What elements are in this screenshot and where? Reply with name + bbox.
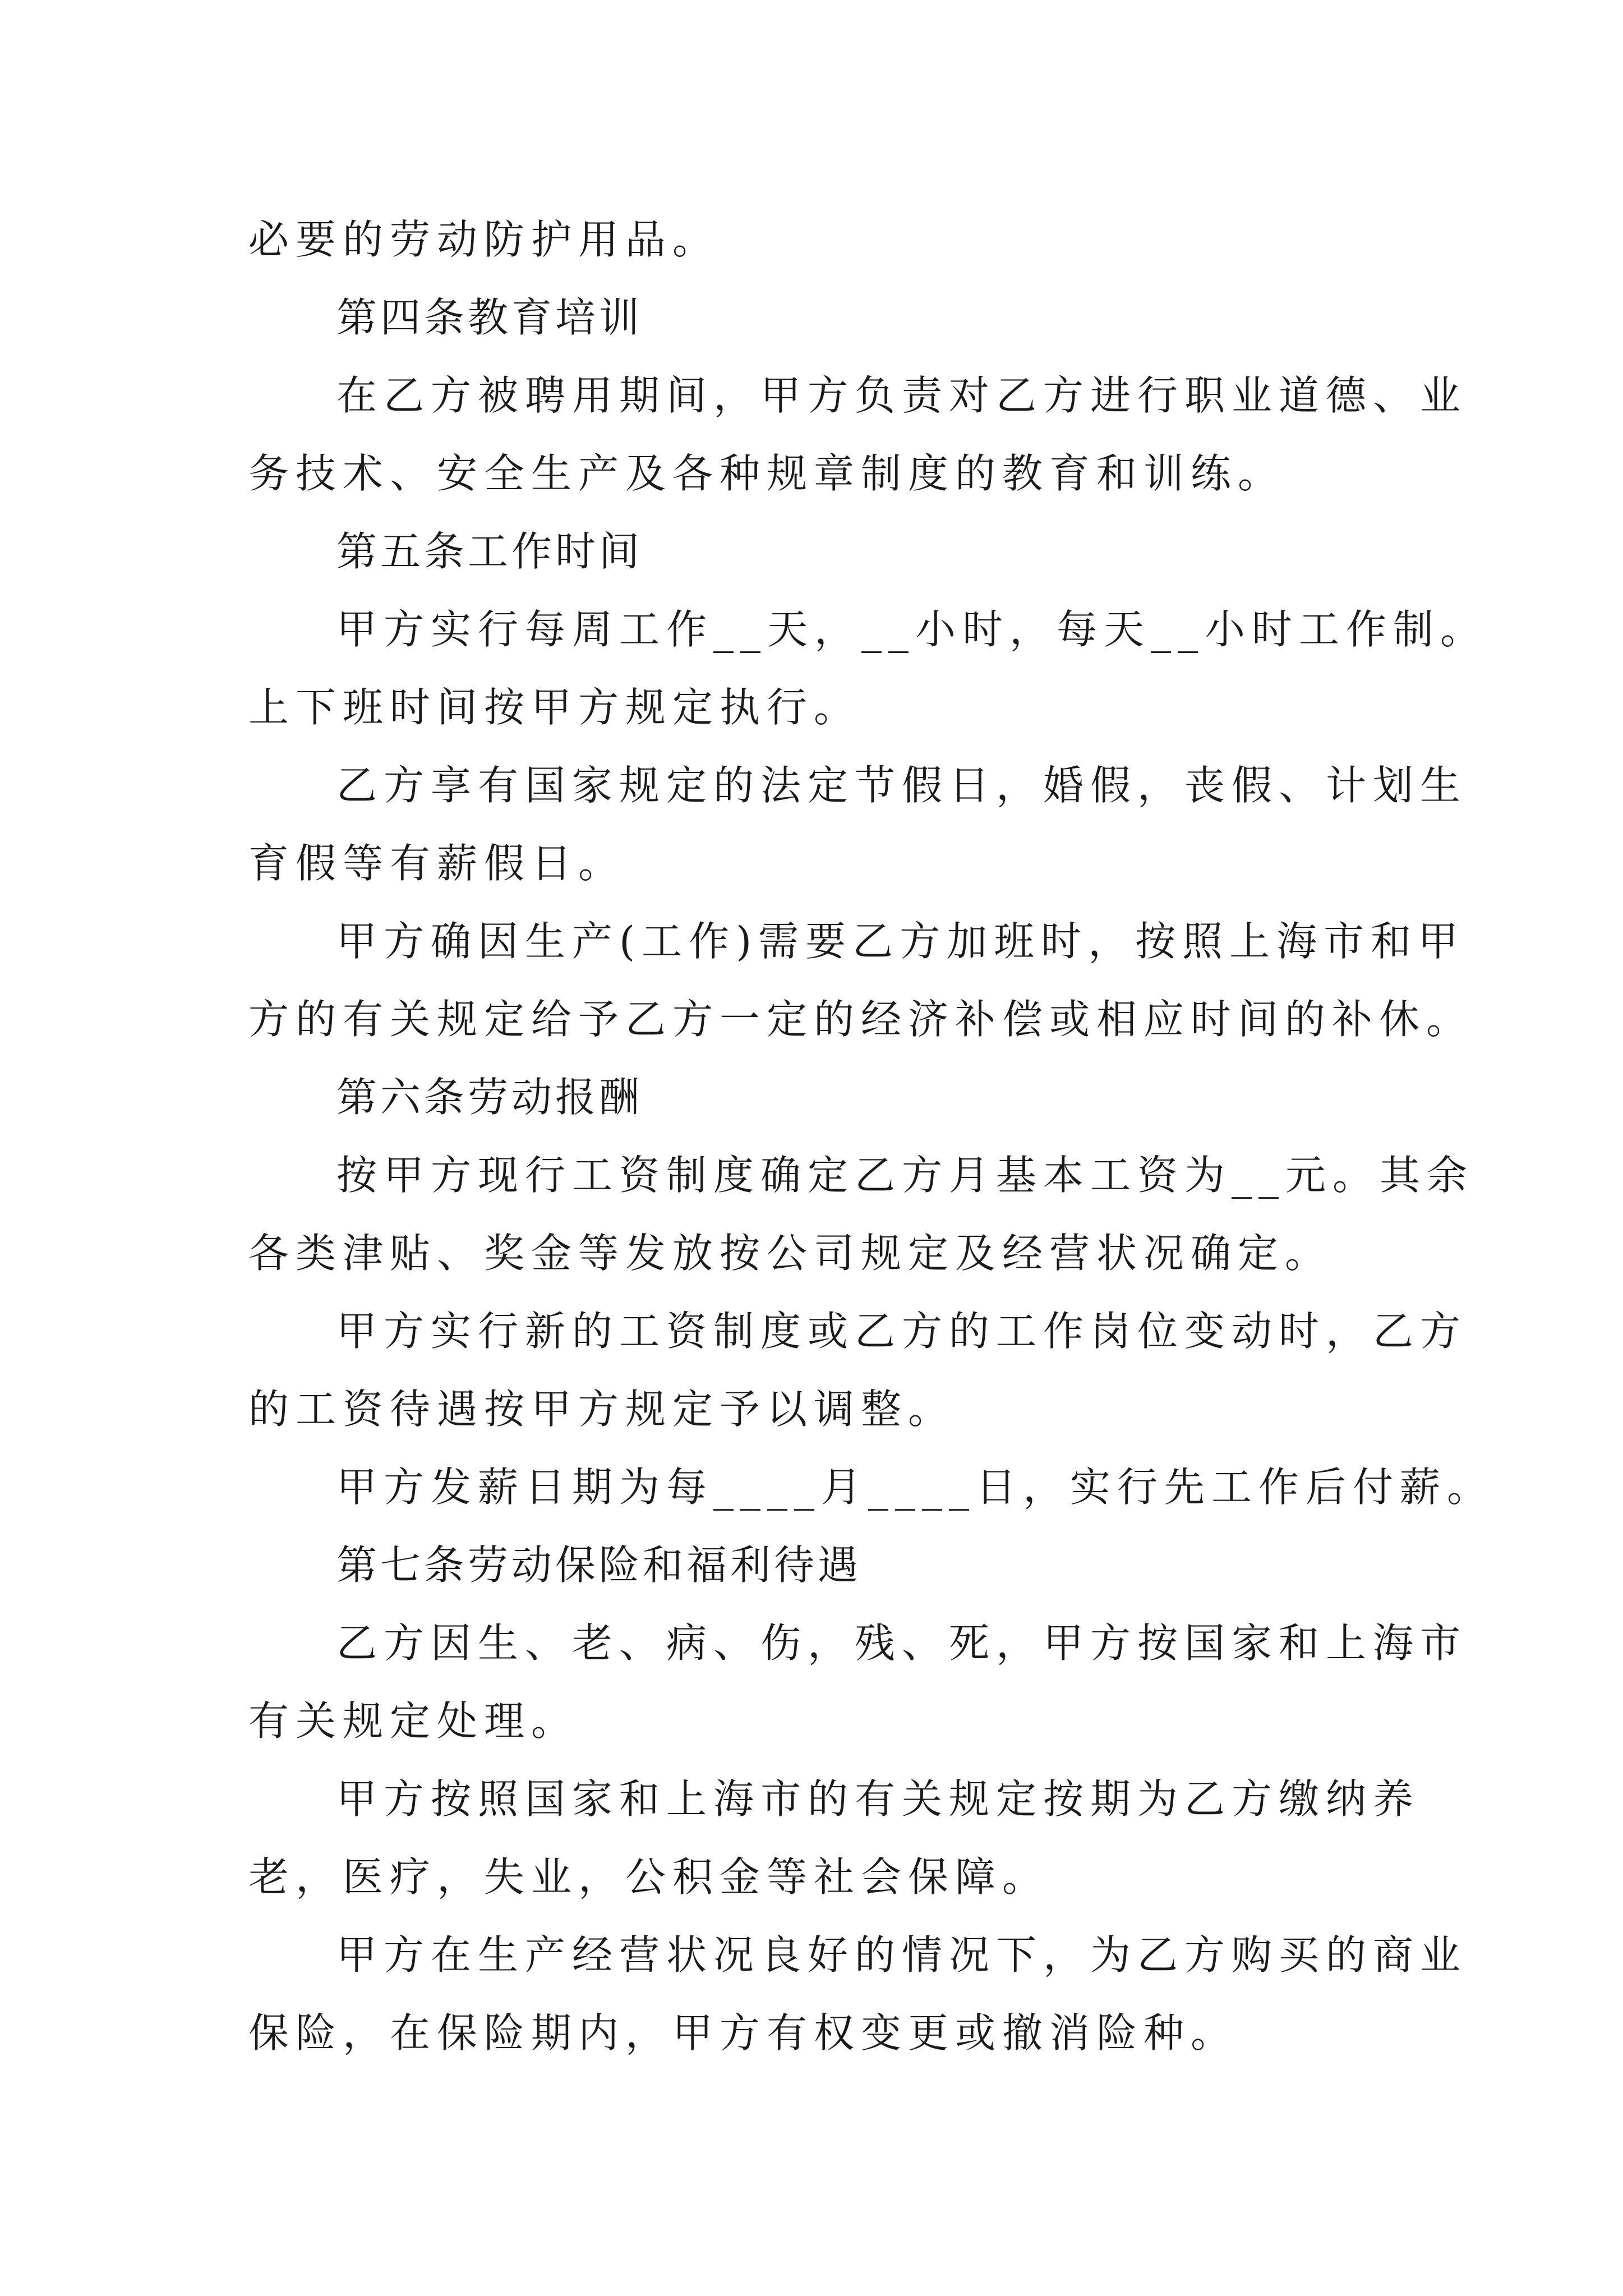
paragraph-line: 的工资待遇按甲方规定予以调整。 (248, 1386, 956, 1433)
section-heading-article-4: 第四条教育培训 (336, 294, 643, 341)
section-heading-article-7: 第七条劳动保险和福利待遇 (336, 1542, 862, 1589)
section-heading-article-6: 第六条劳动报酬 (336, 1074, 643, 1121)
section-heading-article-5: 第五条工作时间 (336, 528, 643, 575)
paragraph-line: 老，医疗，失业，公积金等社会保障。 (248, 1853, 1050, 1901)
paragraph-line: 上下班时间按甲方规定执行。 (248, 684, 861, 731)
paragraph-line: 必要的劳动防护用品。 (248, 216, 720, 263)
paragraph-line: 保险，在保险期内，甲方有权变更或撤消险种。 (248, 2009, 1238, 2056)
paragraph-line: 各类津贴、奖金等发放按公司规定及经营状况确定。 (248, 1230, 1332, 1277)
paragraph-line: 在乙方被聘用期间，甲方负责对乙方进行职业道德、业 (336, 372, 1468, 419)
paragraph-line: 甲方在生产经营状况良好的情况下，为乙方购买的商业 (336, 1931, 1468, 1978)
paragraph-line: 甲方发薪日期为每____月____日，实行先工作后付薪。 (336, 1464, 1495, 1511)
paragraph-line: 乙方享有国家规定的法定节假日，婚假，丧假、计划生 (336, 762, 1468, 809)
paragraph-line: 育假等有薪假日。 (248, 840, 626, 887)
paragraph-line: 甲方实行每周工作__天，__小时，每天__小时工作制。 (336, 606, 1488, 653)
paragraph-line: 按甲方现行工资制度确定乙方月基本工资为__元。其余 (336, 1152, 1474, 1199)
paragraph-line: 乙方因生、老、病、伤，残、死，甲方按国家和上海市 (336, 1619, 1468, 1667)
paragraph-line: 方的有关规定给予乙方一定的经济补偿或相应时间的补休。 (248, 996, 1474, 1043)
paragraph-line: 甲方按照国家和上海市的有关规定按期为乙方缴纳养 (336, 1775, 1421, 1823)
paragraph-line: 有关规定处理。 (248, 1697, 579, 1745)
paragraph-line: 务技术、安全生产及各种规章制度的教育和训练。 (248, 450, 1285, 497)
paragraph-line: 甲方实行新的工资制度或乙方的工作岗位变动时，乙方 (336, 1308, 1468, 1355)
paragraph-line: 甲方确因生产(工作)需要乙方加班时，按照上海市和甲 (336, 918, 1465, 965)
